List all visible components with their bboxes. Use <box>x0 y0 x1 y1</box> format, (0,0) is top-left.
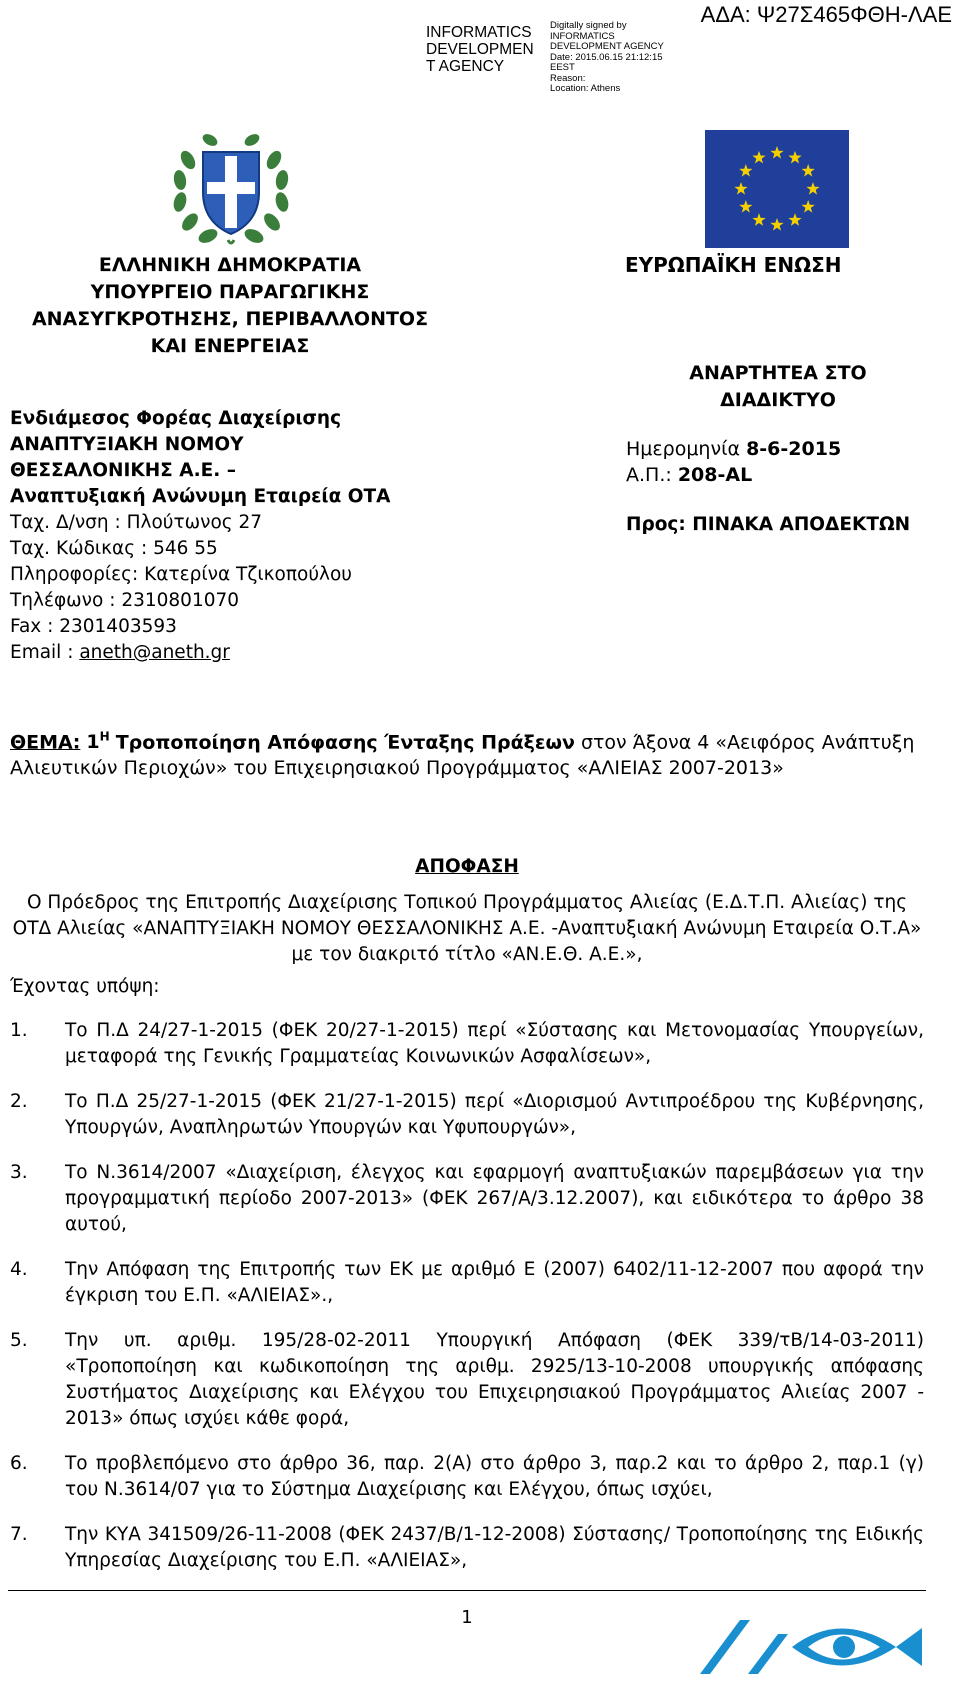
signature-detail-line: INFORMATICS <box>550 30 615 42</box>
subject-bold-text: Τροποποίηση Απόφασης Ένταξης Πράξεων <box>115 731 575 754</box>
date-value: 8-6-2015 <box>746 438 842 460</box>
item-text: Την ΚΥΑ 341509/26-11-2008 (ΦΕΚ 2437/Β/1-12-2008) Σύστασης/ Τροποποίησης της Ειδικής Υπηρεσίας Διαχείρισης του Ε.Π. «ΑΛΙΕΙΑΣ», <box>65 1524 924 1571</box>
decision-title: ΑΠΟΦΑΣΗ <box>415 856 519 877</box>
protocol-label: Α.Π.: <box>626 464 678 486</box>
fax-line: Fax : 2301403593 <box>10 616 177 637</box>
protocol-line <box>626 462 841 488</box>
signature-detail-line: EEST <box>550 62 575 73</box>
list-item <box>10 1328 924 1432</box>
authority-line: ΑΝΑΣΥΓΚΡΟΤΗΣΗΣ, ΠΕΡΙΒΑΛΛΟΝΤΟΣ <box>31 308 429 330</box>
item-number: 1. <box>10 1020 28 1041</box>
list-item <box>10 1451 924 1503</box>
eu-title: ΕΥΡΩΠΑΪΚΗ ΕΝΩΣΗ <box>625 253 842 277</box>
sender-org-line: ΘΕΣΣΑΛΟΝΙΚΗΣ Α.Ε. – <box>10 460 236 481</box>
item-number: 5. <box>10 1330 28 1351</box>
postal-code-line: Ταχ. Κώδικας : 546 55 <box>10 538 218 559</box>
eu-flag-icon <box>705 130 849 248</box>
digital-signature-details <box>550 21 664 95</box>
subject-label: ΘΕΜΑ: <box>10 731 81 754</box>
item-text: Την Απόφαση της Επιτροπής των ΕΚ με αριθμό Ε (2007) 6402/11-12-2007 που αφορά την έγκριση του Ε.Π. «ΑΛΙΕΙΑΣ»., <box>65 1259 924 1306</box>
page-number: 1 <box>461 1607 473 1628</box>
recipient-line: Προς: ΠΙΝΑΚΑ ΑΠΟΔΕΚΤΩΝ <box>626 514 911 535</box>
sender-org-line: Αναπτυξιακή Ανώνυμη Εταιρεία ΟΤΑ <box>10 486 391 507</box>
protocol-value: 208-AL <box>677 464 753 486</box>
signer-line: T AGENCY <box>426 58 505 75</box>
footer-divider <box>8 1590 926 1591</box>
signature-detail-line: Reason: <box>550 72 586 84</box>
item-number: 2. <box>10 1091 28 1112</box>
list-item <box>10 1018 924 1070</box>
sender-info <box>10 406 460 666</box>
fisheries-program-logo-icon <box>700 1616 924 1678</box>
considerations-list <box>10 1018 924 1593</box>
signature-detail-line: Date: 2015.06.15 21:12:15 <box>550 51 663 63</box>
item-text: Το προβλεπόμενο στο άρθρο 36, παρ. 2(Α) στο άρθρο 3, παρ.2 και το άρθρο 2, παρ.1 (γ) του Ν.3614/07 για το Σύστημα Διαχείρισης και Ελέγχου, όπως ισχύει, <box>65 1453 924 1500</box>
authority-line: ΕΛΛΗΝΙΚΗ ΔΗΜΟΚΡΑΤΙΑ <box>98 254 362 276</box>
post-online-line: ΔΙΑΔΙΚΤΥΟ <box>720 389 836 411</box>
item-number: 4. <box>10 1259 28 1280</box>
address-line: Ταχ. Δ/νση : Πλούτωνος 27 <box>10 512 263 533</box>
email-label: Email : <box>10 642 80 663</box>
signature-detail-line: Digitally signed by <box>550 20 627 31</box>
item-number: 6. <box>10 1453 28 1474</box>
signer-line: INFORMATICS <box>426 24 532 41</box>
issuing-authority <box>10 252 450 360</box>
item-text: Το Ν.3614/2007 «Διαχείριση, έλεγχος και εφαρμογή αναπτυξιακών παρεμβάσεων για την προγραμματική περίοδο 2007-2013» (ΦΕΚ 267/Α/3.12.2007), και ειδικότερα το άρθρο 38 αυτού, <box>65 1162 924 1235</box>
item-number: 3. <box>10 1162 28 1183</box>
sender-org-line: ΑΝΑΠΤΥΞΙΑΚΗ ΝΟΜΟΥ <box>10 434 244 455</box>
document-meta <box>626 436 841 488</box>
date-line <box>626 436 841 462</box>
subject-paragraph <box>10 724 924 781</box>
signature-detail-line: Location: Athens <box>550 83 621 94</box>
greek-coat-of-arms-icon <box>170 130 292 250</box>
list-item <box>10 1160 924 1238</box>
digital-signature-signer <box>426 24 546 75</box>
item-text: Την υπ. αριθμ. 195/28-02-2011 Υπουργική Απόφαση (ΦΕΚ 339/τΒ/14-03-2011) «Τροποποίηση και κωδικοποίηση της αριθμ. 2925/13-10-2008 υπουργικής απόφασης Συστήματος Διαχείρισης και Ελέγχου του Επιχειρησιακού Προγράμματος Αλιείας 2007 - 2013» όπως ισχύει κάθε φορά, <box>65 1330 924 1429</box>
date-label: Ημερομηνία <box>626 438 747 460</box>
subject-ordinal <box>86 731 109 753</box>
authority-line: ΚΑΙ ΕΝΕΡΓΕΙΑΣ <box>150 335 310 357</box>
considering-label: Έχοντας υπόψη: <box>10 976 160 997</box>
ordinal-number: 1 <box>86 731 100 754</box>
phone-line: Τηλέφωνο : 2310801070 <box>10 590 240 611</box>
item-text: Το Π.Δ 25/27-1-2015 (ΦΕΚ 21/27-1-2015) περί «Διορισμού Αντιπροέδρου της Κυβέρνησης, Υπουργών, Αναπληρωτών Υπουργών και Υφυπουργών», <box>65 1091 924 1138</box>
list-item <box>10 1089 924 1141</box>
email-link[interactable]: aneth@aneth.gr <box>79 642 230 663</box>
contact-person-line: Πληροφορίες: Κατερίνα Τζικοπούλου <box>10 564 352 585</box>
item-text: Το Π.Δ 24/27-1-2015 (ΦΕΚ 20/27-1-2015) περί «Σύστασης και Μετονομασίας Υπουργείων, μεταφορά της Γενικής Γραμματείας Κοινωνικών Ασφαλίσεων», <box>65 1020 924 1067</box>
ordinal-superscript: Η <box>99 730 110 744</box>
email-line <box>10 640 460 666</box>
sender-org-line: Ενδιάμεσος Φορέας Διαχείρισης <box>10 408 342 429</box>
item-number: 7. <box>10 1524 28 1545</box>
post-online-label <box>628 360 928 414</box>
list-item <box>10 1522 924 1574</box>
signer-line: DEVELOPMEN <box>426 41 534 58</box>
preamble: Ο Πρόεδρος της Επιτροπής Διαχείρισης Τοπικού Προγράμματος Αλιείας (Ε.Δ.Τ.Π. Αλιείας) της ΟΤΔ Αλιείας «ΑΝΑΠΤΥΞΙΑΚΗ ΝΟΜΟΥ ΘΕΣΣΑΛΟΝΙΚΗΣ Α.Ε. -Αναπτυξιακή Ανώνυμη Εταιρεία Ο.Τ.Α» με τον διακριτό τίτλο «ΑΝ.Ε.Θ. Α.Ε.», <box>12 892 922 965</box>
ada-code: ΑΔΑ: Ψ27Σ465ΦΘΗ-ΛΑΕ <box>700 2 952 27</box>
list-item <box>10 1257 924 1309</box>
authority-line: ΥΠΟΥΡΓΕΙΟ ΠΑΡΑΓΩΓΙΚΗΣ <box>90 281 370 303</box>
subject-text: στον Άξονα 4 «Αειφόρος Ανάπτυξη Αλιευτικών Περιοχών» του Επιχειρησιακού Προγράμματος «ΑΛΙΕΙΑΣ 2007-2013» <box>10 731 915 780</box>
signature-detail-line: DEVELOPMENT AGENCY <box>550 41 664 52</box>
post-online-line: ΑΝΑΡΤΗΤΕΑ ΣΤΟ <box>689 362 867 384</box>
